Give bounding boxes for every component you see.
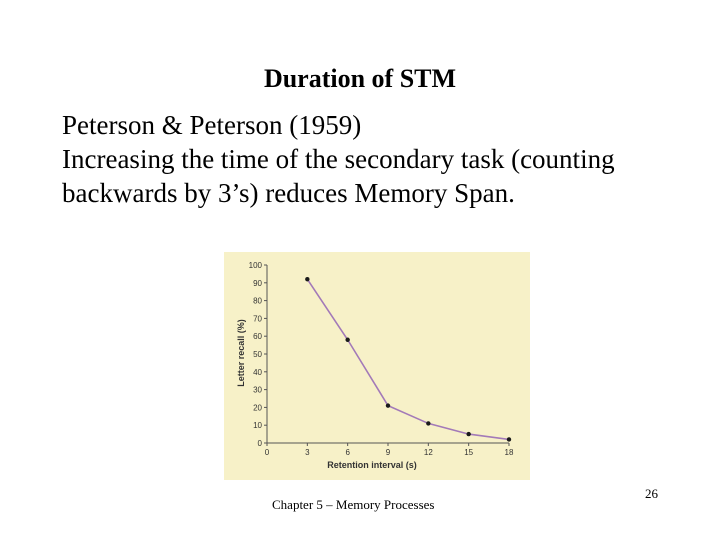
chart-y-axis-label: Letter recall (%): [236, 319, 246, 387]
y-tick-label: 10: [253, 421, 262, 431]
x-tick-label: 3: [305, 448, 310, 457]
y-tick-label: 50: [253, 350, 262, 359]
x-tick-label: 12: [423, 448, 433, 457]
series-line: [307, 279, 509, 439]
slide-footer: Chapter 5 – Memory Processes: [272, 497, 435, 512]
slide-body: [62, 108, 682, 210]
description-line: Increasing the time of the secondary task (counting backwards by 3’s) reduces Memory Span.: [62, 144, 615, 208]
data-point: [386, 403, 390, 407]
y-tick-label: 40: [253, 367, 262, 377]
data-point: [426, 421, 430, 425]
y-tick-label: 20: [253, 403, 262, 413]
data-point: [345, 338, 349, 342]
x-tick-label: 0: [264, 448, 270, 457]
recall-chart-svg: [224, 252, 530, 480]
slide-title: Duration of STM: [263, 64, 457, 93]
x-tick-label: 9: [385, 448, 391, 457]
chart-axes: [267, 265, 509, 443]
data-point: [507, 437, 511, 441]
y-tick-label: 90: [253, 278, 262, 288]
data-point: [466, 432, 470, 436]
x-tick-label: 6: [345, 448, 350, 457]
chart-series: [305, 277, 511, 442]
chart-x-axis-label: Retention interval (s): [327, 460, 417, 470]
recall-chart: [224, 252, 530, 480]
x-tick-label: 15: [464, 448, 474, 457]
data-point: [305, 277, 309, 281]
y-tick-label: 30: [253, 385, 262, 395]
chart-ticks: [249, 261, 514, 457]
y-tick-label: 70: [253, 314, 262, 324]
page-number: 26: [645, 486, 658, 501]
x-tick-label: 18: [504, 448, 514, 457]
y-tick-label: 0: [257, 439, 262, 448]
y-tick-label: 80: [253, 296, 262, 306]
citation-line: Peterson & Peterson (1959): [62, 110, 362, 140]
y-tick-label: 60: [253, 332, 262, 342]
y-tick-label: 100: [248, 261, 262, 270]
